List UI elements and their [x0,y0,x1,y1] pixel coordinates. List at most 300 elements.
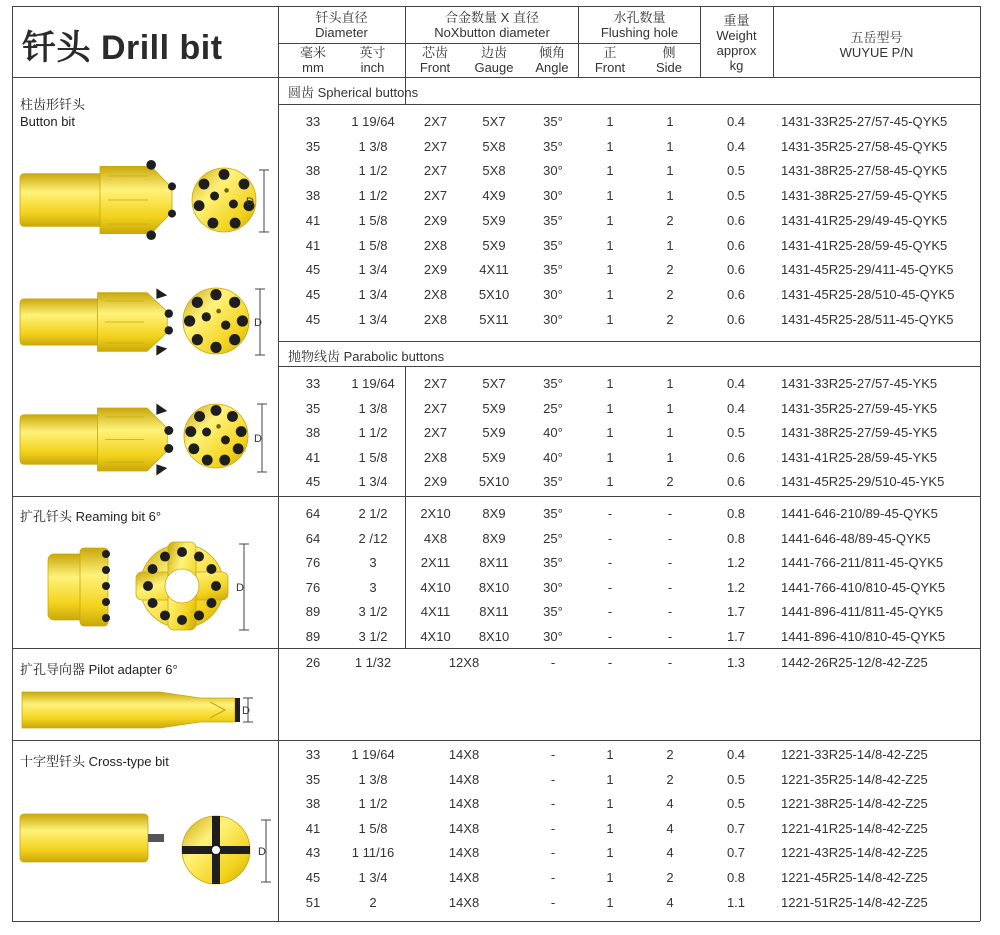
bit-shank [20,174,108,227]
cross-cell: - [550,820,556,836]
spherical-cell: 1 [606,188,614,204]
header-weight: 重量 Weight approx kg [716,13,757,73]
subsection-parabolic-label: 抛物线齿 Parabolic buttons [288,349,445,364]
page-title: 钎头 Drill bit [22,29,223,67]
part-number-cell: 1221-41R25-14/8-42-Z25 [781,820,928,836]
parabolic-cell: 1 [666,425,674,441]
cross-cell: 1 [606,747,614,762]
part-number-cell: 1431-45R25-28/510-45-QYK5 [781,286,955,302]
header-mm: 毫米 mm [299,45,326,75]
header-split [278,43,405,44]
parabolic-cell: 0.5 [726,425,746,441]
gauge-button [194,411,205,422]
spherical-cell: 1 1/2 [358,188,388,204]
spherical-cell: 2X8 [423,286,448,302]
header-inch: 英寸 inch [359,45,386,75]
reaming-cell: - [607,629,613,644]
cross-cell: 14X8 [448,845,480,861]
spherical-cell: 0.6 [726,286,746,302]
reaming-cell: - [607,530,613,546]
pilot-cell: - [667,655,673,670]
reaming-cell: 1.2 [726,555,746,571]
cross-cell: 0.5 [726,771,746,787]
carbide-button [146,160,156,170]
flushing-hole [224,188,228,192]
part-number-cell: 1431-33R25-27/57-45-YK5 [781,376,938,391]
part-number-cell: 1431-41R25-28/59-45-YK5 [781,449,938,465]
spherical-cell: 1 [606,237,614,253]
spherical-cell: 1 [606,311,614,327]
part-number-cell: 1441-766-410/810-45-QYK5 [781,579,946,595]
parabolic-cell: 1 3/4 [358,474,388,490]
spherical-cell: 1 3/4 [358,262,388,278]
carbide-button [156,464,167,475]
header-flush-front: 正 Front [594,45,626,75]
gauge-button [229,334,240,345]
reaming-cell: 2 /12 [358,530,388,546]
cross-cell: 1 3/8 [358,771,388,787]
gauge-button [219,455,230,466]
header-part-number: 五岳型号 WUYUE P/N [839,30,914,60]
cross-cell: 14X8 [448,796,480,812]
spherical-cell: 1 [666,188,674,204]
reaming-cell: 76 [305,555,321,571]
reaming-cell: - [667,506,673,521]
part-number-cell: 1431-41R25-29/49-45-QYK5 [781,212,948,228]
parabolic-cell: 2 [666,474,674,490]
pilot-cell: 1 1/32 [354,655,392,670]
reaming-cell: 35° [543,506,563,521]
spherical-cell: 0.5 [726,163,746,179]
front-button [210,192,219,201]
cross-cell: 1.1 [726,894,746,910]
cross-cell: 14X8 [448,870,480,885]
header-split [579,43,700,44]
spherical-cell: 0.6 [726,212,746,228]
parabolic-cell: 1 [666,400,674,416]
cross-cell: 0.7 [726,820,746,836]
parabolic-cell: 35° [543,376,563,391]
spherical-cell: 1 [606,286,614,302]
reaming-cell: 2 1/2 [358,506,388,521]
gauge-button [210,289,221,300]
gauge-button [233,443,244,454]
spherical-cell: 1 [606,262,614,278]
spherical-cell: 2 [666,212,674,228]
parabolic-cell: 5X7 [482,376,506,391]
dimension-label: D [258,846,266,858]
spherical-cell: 1 [606,163,614,179]
part-number-cell: 1441-766-211/811-45-QYK5 [781,555,944,571]
front-button [221,436,230,445]
spherical-cell: 1 [666,114,674,129]
spherical-cell: 0.6 [726,311,746,327]
gauge-button [160,610,170,620]
spherical-cell: 41 [305,212,321,228]
part-number-cell: 1431-38R25-27/58-45-QYK5 [781,163,948,179]
carbide-button [156,404,167,415]
parabolic-cell: 5X9 [482,400,506,416]
part-number-cell: 1221-51R25-14/8-42-Z25 [781,894,928,910]
parabolic-cell: 0.6 [726,474,746,490]
part-number-cell: 1441-896-411/811-45-QYK5 [781,604,944,620]
dimension-label: D [254,317,262,329]
cross-cell: - [550,771,556,787]
button-bit-side-view [20,160,180,240]
spherical-cell: 35° [543,212,563,228]
parabolic-cell: 2X7 [423,376,448,391]
cross-cell: 4 [666,894,674,910]
carbide-button [102,598,110,606]
cross-cell: 14X8 [448,747,480,762]
reaming-cell: 2X11 [420,555,451,571]
label-column-border [278,6,279,921]
reaming-cell: 1.7 [726,604,746,620]
part-number-cell: 1221-38R25-14/8-42-Z25 [781,796,928,812]
reaming-cell: - [607,579,613,595]
group-border [12,740,980,741]
bit-shank [20,415,105,465]
spherical-cell: 5X11 [479,311,509,327]
cross-bit-body [20,814,148,862]
reaming-cell: 0.8 [726,506,746,521]
spherical-cell: 1 19/64 [351,114,395,129]
cross-cell: 1 [606,796,614,812]
parabolic-cell: 0.4 [726,376,746,391]
spherical-cell: 2X8 [423,311,448,327]
part-number-cell: 1431-45R25-28/511-45-QYK5 [781,311,954,327]
reaming-cell: 64 [305,530,321,546]
cross-cell: 1 19/64 [351,747,395,762]
group-label-cross-type-bit: 十字型钎头 Cross-type bit [20,754,169,769]
carbide-button [164,426,173,435]
front-button [229,200,238,209]
gauge-button [206,564,216,574]
table-right-border [980,6,981,921]
cross-cell: 1 11/16 [351,845,395,861]
spherical-cell: 0.6 [726,237,746,253]
spherical-cell: 1 1/2 [358,163,388,179]
cross-cell: - [550,894,556,910]
reaming-cell: 4X8 [423,530,448,546]
parabolic-cell: 5X9 [482,425,506,441]
spherical-cell: 2X7 [423,163,448,179]
spherical-cell: 45 [305,311,321,327]
cross-cell: 45 [305,870,321,885]
reaming-cell: 4X10 [420,579,451,595]
cross-cell: 0.7 [726,845,746,861]
dimension-label: D [242,705,250,717]
part-number-cell: 1442-26R25-12/8-42-Z25 [781,655,928,670]
part-number-cell: 1431-38R25-27/59-45-QYK5 [781,188,948,204]
gauge-button [188,443,199,454]
gauge-button [194,552,204,562]
pilot-adapter-tip [235,698,240,722]
reaming-cell: 89 [305,629,321,644]
parabolic-cell: 40° [543,449,563,465]
spherical-cell: 1 [606,212,614,228]
header-angle: 倾角 Angle [535,45,569,75]
parabolic-cell: 2X7 [423,425,448,441]
part-number-cell: 1441-646-210/89-45-QYK5 [781,506,938,521]
reaming-cell: - [667,629,673,644]
spherical-cell: 5X8 [482,163,506,179]
reaming-bit-face-view [122,538,276,638]
part-number-cell: 1431-35R25-27/58-45-QYK5 [781,138,948,154]
parabolic-cell: 1 [606,400,614,416]
cross-cell: 1 [606,894,614,910]
header-flushing-hole: 水孔数量 Flushing hole [600,10,679,40]
subsection-border [278,341,980,342]
spherical-cell: 2 [666,311,674,327]
cross-cell: 1 [606,820,614,836]
parabolic-cell: 1 1/2 [358,425,388,441]
cross-cell: 2 [666,870,674,885]
spherical-cell: 4X11 [479,262,509,278]
cross-cell: 1 [606,870,614,885]
reaming-cell: - [667,604,673,620]
spherical-cell: 2X7 [423,114,448,129]
front-button [221,320,230,329]
cross-cell: 33 [305,747,321,762]
reaming-cell: 3 [369,555,377,571]
header-bottom-border [12,77,980,78]
cross-cell: - [550,747,556,762]
pilot-cell: 12X8 [448,655,480,670]
spherical-cell: 2X9 [423,262,448,278]
reaming-cell: 76 [305,579,321,595]
parabolic-cell: 35° [543,474,563,490]
group-label-pilot-adapter: 扩孔导向器 Pilot adapter 6° [20,662,178,677]
part-number-cell: 1441-646-48/89-45-QYK5 [781,530,931,546]
header-front-buttons: 芯齿 Front [419,45,451,75]
header-diameter: 钎头直径 Diameter [315,10,368,40]
gauge-button [192,334,203,345]
carbide-button [156,288,167,299]
pilot-cell: 1.3 [726,655,746,670]
carbide-button [168,182,176,190]
reaming-cell: 25° [543,530,563,546]
part-number-cell: 1431-35R25-27/59-45-YK5 [781,400,938,416]
header-gauge-buttons: 边齿 Gauge [474,45,514,75]
reaming-cell: 3 1/2 [358,604,388,620]
spherical-cell: 1 3/4 [358,286,388,302]
part-number-cell: 1431-38R25-27/59-45-YK5 [781,425,938,441]
part-number-cell: 1431-45R25-29/411-45-QYK5 [781,262,954,278]
part-number-cell: 1431-33R25-27/57-45-QYK5 [781,114,948,129]
gauge-button [143,581,153,591]
spherical-cell: 1 3/8 [358,138,388,154]
spherical-cell: 1 3/4 [358,311,388,327]
reaming-cell: 8X11 [479,604,509,620]
cross-cell: 1 5/8 [358,820,388,836]
parabolic-cell: 41 [305,449,321,465]
reaming-cell: 30° [543,579,563,595]
flushing-hole [212,846,220,854]
cross-cell: 51 [305,894,321,910]
carbide-button [102,614,110,622]
cross-cell: 43 [305,845,321,861]
cross-bit-side-view [20,808,170,868]
part-number-cell: 1221-43R25-14/8-42-Z25 [781,845,928,861]
cross-cell: 0.4 [726,747,746,762]
spherical-cell: 33 [305,114,321,129]
gauge-button [202,455,213,466]
col-border [405,366,406,648]
carbide-button [102,550,110,558]
cross-cell: 41 [305,820,321,836]
gauge-button [211,581,221,591]
pilot-adapter-side-view [20,688,255,732]
pilot-adapter-body [22,692,235,728]
front-button [202,428,211,437]
spherical-cell: 1 [666,237,674,253]
part-number-cell: 1431-41R25-28/59-45-QYK5 [781,237,948,253]
carbide-button [156,345,167,356]
spherical-cell: 35° [543,262,563,278]
spherical-cell: 1 5/8 [358,237,388,253]
group-border [12,496,980,497]
parabolic-cell: 45 [305,474,321,490]
parabolic-cell: 1 3/8 [358,400,388,416]
reaming-cell: - [607,555,613,571]
gauge-button [148,564,158,574]
spherical-cell: 0.4 [726,114,746,129]
cross-cell: 0.8 [726,870,746,885]
dimension-label: D [254,433,262,445]
parabolic-cell: 33 [305,376,321,391]
reaming-cell: 8X9 [482,530,506,546]
spherical-cell: 30° [543,188,563,204]
parabolic-cell: 2X8 [423,449,448,465]
header-split [406,43,578,44]
spherical-cell: 30° [543,163,563,179]
spherical-cell: 0.5 [726,188,746,204]
parabolic-cell: 25° [543,400,563,416]
cross-cell: 38 [305,796,321,812]
part-number-cell: 1221-35R25-14/8-42-Z25 [781,771,928,787]
reaming-cell: 8X10 [478,629,510,644]
cross-cell: 4 [666,845,674,861]
button-bit-face-view [184,162,274,244]
cross-cell: - [550,870,556,885]
cross-cell: 1 [606,771,614,787]
gauge-button [230,218,241,229]
parabolic-cell: 1 [606,449,614,465]
parabolic-cell: 2X7 [423,400,448,416]
reaming-cell: 0.8 [726,530,746,546]
parabolic-cell: 1 5/8 [358,449,388,465]
pilot-cell: 26 [305,655,321,670]
reaming-cell: - [607,604,613,620]
table-left-border [12,6,13,921]
gauge-button [194,200,205,211]
reaming-cell: 3 [369,579,377,595]
spherical-cell: 5X8 [482,138,506,154]
spherical-cell: 2X9 [423,212,448,228]
gauge-button [210,342,221,353]
spherical-cell: 1 [666,163,674,179]
parabolic-cell: 2X9 [423,474,448,490]
spherical-cell: 5X9 [482,237,506,253]
parabolic-cell: 35 [305,400,321,416]
gauge-button [185,426,196,437]
spherical-cell: 35° [543,237,563,253]
cross-cell: 1 [606,845,614,861]
spherical-cell: 2 [666,262,674,278]
reaming-cell: - [667,579,673,595]
reaming-cell: - [667,530,673,546]
gauge-button [237,315,248,326]
parabolic-cell: 1 [606,425,614,441]
group-label-button-bit: 柱齿形钎头 Button bit [20,97,86,129]
spherical-cell: 0.4 [726,138,746,154]
parabolic-cell: 1 [606,376,614,391]
cross-cell: 2 [369,894,377,910]
gauge-button [207,218,218,229]
reaming-cell: 8X10 [478,579,510,595]
dimension-label: D [236,582,244,594]
spherical-cell: 4X9 [482,188,506,204]
reaming-cell: 8X11 [479,555,509,571]
subsection-spherical-label: 圆齿 Spherical buttons [288,85,419,100]
gauge-button [206,598,216,608]
parabolic-bit-side-view [20,402,175,477]
spherical-cell: 1 [606,114,614,129]
gauge-button [227,411,238,422]
dimension-label: D [246,196,254,208]
parabolic-cell: 38 [305,425,321,441]
parabolic-cell: 0.4 [726,400,746,416]
spherical-cell: 41 [305,237,321,253]
button-bit-side-view-2 [20,287,175,357]
spherical-cell: 35 [305,138,321,154]
spherical-cell: 38 [305,188,321,204]
gauge-button [229,297,240,308]
gauge-button [177,547,187,557]
bit-shank [20,299,105,345]
reaming-cell: 35° [543,555,563,571]
parabolic-bit-face-view [178,400,274,480]
spherical-cell: 2X7 [423,138,448,154]
spherical-cell: 2 [666,286,674,302]
header-button-count: 合金数量 X 直径 NoXbutton diameter [434,10,550,40]
button-bit-face-view-2 [178,285,274,363]
reaming-cell: 4X10 [420,629,451,644]
parabolic-cell: 1 19/64 [351,376,395,391]
cross-cell: 4 [666,796,674,812]
spherical-cell: 1 [606,138,614,154]
reaming-cell: 2X10 [420,506,451,521]
parabolic-cell: 0.6 [726,449,746,465]
carbide-button [164,444,173,453]
spherical-cell: 35° [543,114,563,129]
reaming-cell: 1.7 [726,629,746,644]
spherical-cell: 2X7 [423,188,448,204]
cross-cell: 14X8 [448,894,480,910]
reaming-cell: 35° [543,604,563,620]
carbide-button [168,210,176,218]
parabolic-cell: 5X10 [478,474,510,490]
parabolic-cell: 5X9 [482,449,506,465]
spherical-cell: 30° [543,286,563,302]
reaming-cell: 3 1/2 [358,629,388,644]
gauge-button [219,169,230,180]
gauge-button [192,297,203,308]
cross-cell: - [550,845,556,861]
parabolic-cell: 1 [606,474,614,490]
reaming-cell: - [667,555,673,571]
